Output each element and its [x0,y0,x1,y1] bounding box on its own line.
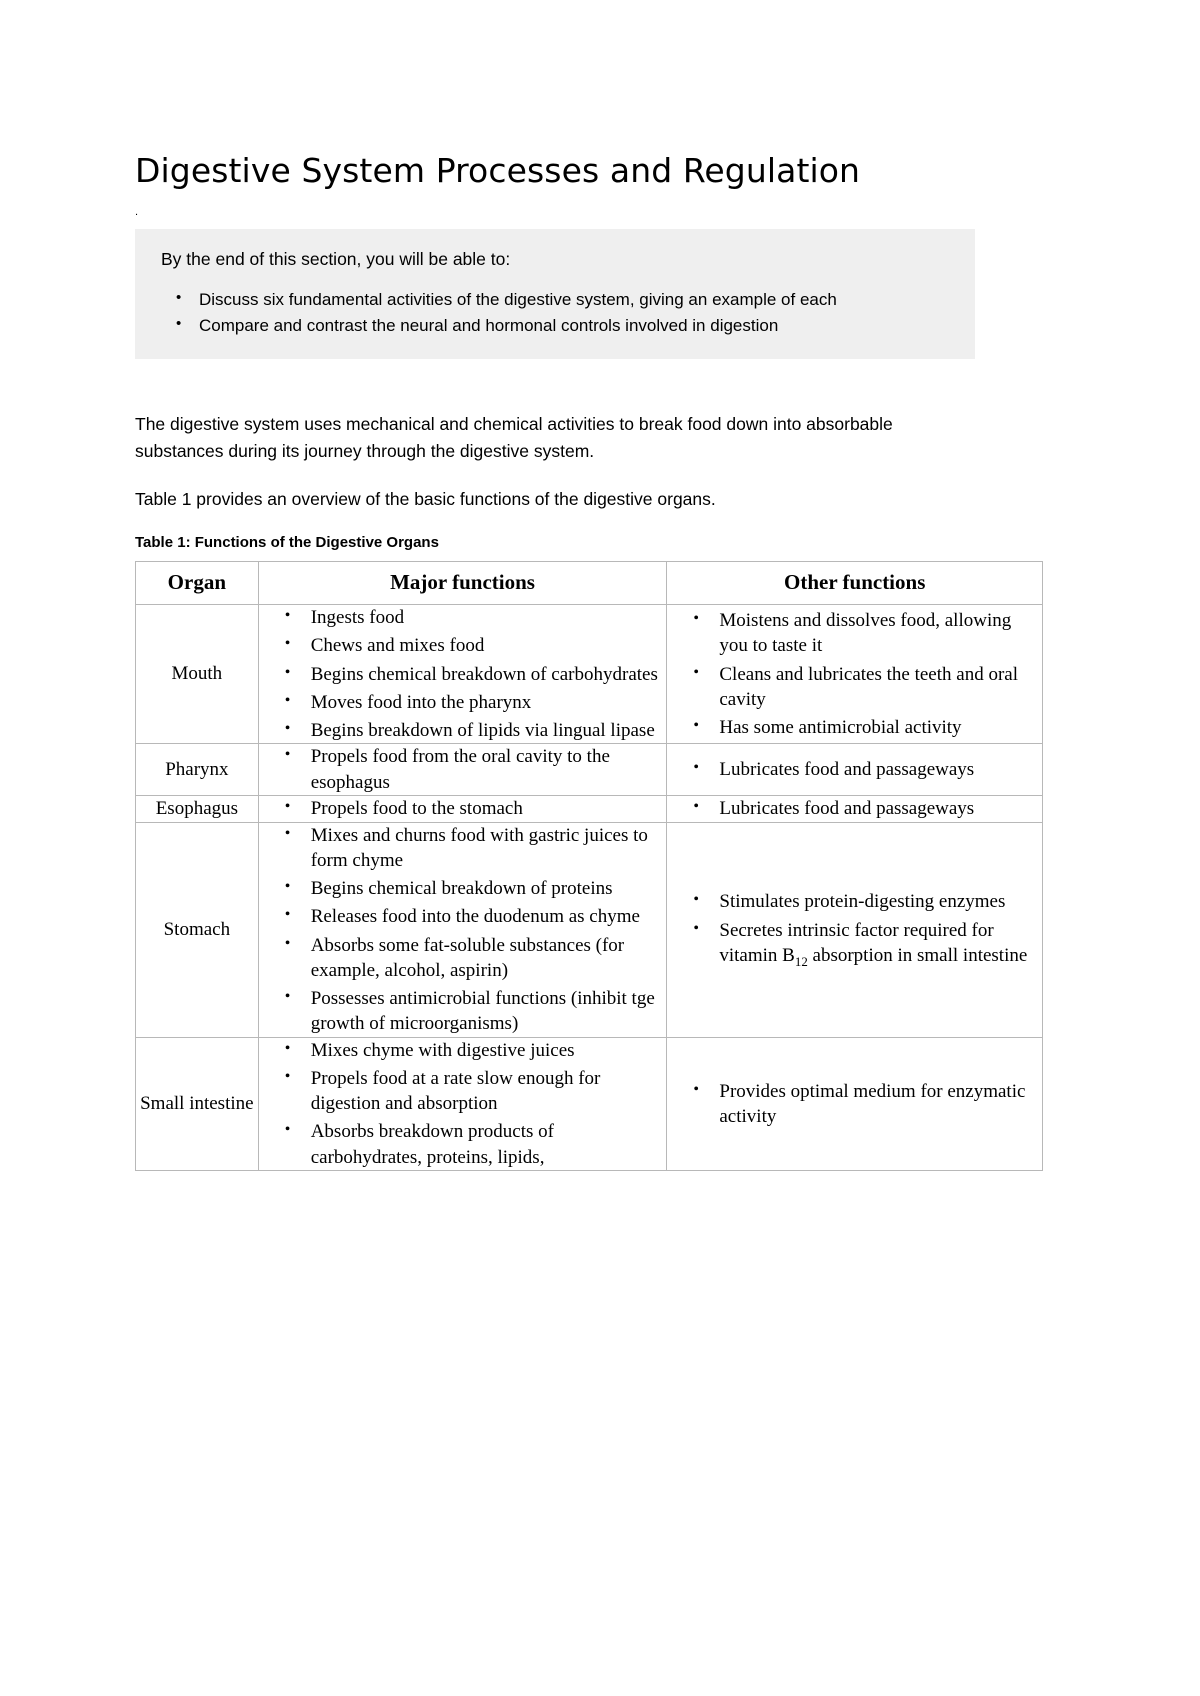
organ-name: Mouth [136,605,259,744]
other-functions-cell [667,822,1043,1037]
list-item: • Releases food into the duodenum as chyme [311,904,667,929]
major-functions-cell [258,795,667,822]
digestive-organs-table [135,561,1043,1171]
column-header-organ: Organ [136,562,259,605]
body-paragraph-1: The digestive system uses mechanical and chemical activities to break food down into absorbable substances during its journey through the digestive system. [135,414,893,461]
list-item: • Discuss six fundamental activities of the digestive system, giving an example of each [199,287,949,313]
cell-list [259,605,667,743]
table-row [136,1037,1043,1170]
cell-list [259,823,667,1037]
list-item: • Absorbs some fat-soluble substances (for example, alcohol, aspirin) [311,933,667,984]
list-item: • Begins chemical breakdown of proteins [311,876,667,901]
cell-list [667,1079,1042,1130]
major-functions-cell [258,605,667,744]
list-item: • Absorbs breakdown products of carbohydrates, proteins, lipids, [311,1119,667,1170]
cell-list [667,608,1042,740]
list-item: • Has some antimicrobial activity [719,715,1042,740]
list-item: • Ingests food [311,605,667,630]
table-header-row [136,562,1043,605]
column-header-major-functions: Major functions [258,562,667,605]
page-title: Digestive System Processes and Regulation [135,151,861,190]
list-item: • Moistens and dissolves food, allowing you to taste it [719,608,1042,659]
list-item: • Begins chemical breakdown of carbohydrates [311,662,667,687]
list-item: • Secretes intrinsic factor required for vitamin $B_{12}$ absorption in small intestine [719,918,1042,970]
other-functions-cell [667,1037,1043,1170]
list-item: • Lubricates food and passageways [719,796,1042,821]
major-functions-cell [258,822,667,1037]
list-item: • Possesses antimicrobial functions (inhibit tge growth of microorganisms) [311,986,667,1037]
list-item: • Stimulates protein-digesting enzymes [719,889,1042,914]
table-row [136,605,1043,744]
cell-list [667,889,1042,970]
list-item: • Chews and mixes food [311,633,667,658]
list-item: • Mixes and churns food with gastric juices to form chyme [311,823,667,874]
list-item: • Propels food at a rate slow enough for digestion and absorption [311,1066,667,1117]
other-functions-cell [667,744,1043,796]
organ-name: Stomach [136,822,259,1037]
objectives-intro: By the end of this section, you will be able to: [161,249,511,270]
list-item: • Moves food into the pharynx [311,690,667,715]
learning-objectives-box [135,229,975,359]
list-item: • Lubricates food and passageways [719,757,1042,782]
cell-list [667,796,1042,821]
objectives-list [161,287,949,340]
list-item: • Propels food to the stomach [311,796,667,821]
organ-name: Esophagus [136,795,259,822]
other-functions-cell [667,795,1043,822]
cell-list [259,1038,667,1170]
cell-list [667,757,1042,782]
body-paragraph-2: Table 1 provides an overview of the basic functions of the digestive organs. [135,488,716,509]
stray-mark: . [135,206,139,219]
table-caption: Table 1: Functions of the Digestive Organs [135,534,439,552]
list-item: • Compare and contrast the neural and hormonal controls involved in digestion [199,313,949,339]
list-item: • Mixes chyme with digestive juices [311,1038,667,1063]
table-row [136,744,1043,796]
organ-name: Small intestine [136,1037,259,1170]
column-header-other-functions: Other functions [667,562,1043,605]
other-functions-cell [667,605,1043,744]
major-functions-cell [258,744,667,796]
list-item: • Propels food from the oral cavity to the esophagus [311,744,667,795]
list-item: • Provides optimal medium for enzymatic activity [719,1079,1042,1130]
table-row [136,822,1043,1037]
list-item: • Begins breakdown of lipids via lingual lipase [311,718,667,743]
major-functions-cell [258,1037,667,1170]
cell-list [259,796,667,821]
cell-list [259,744,667,795]
organ-name: Pharynx [136,744,259,796]
list-item: • Cleans and lubricates the teeth and oral cavity [719,662,1042,713]
table-row [136,795,1043,822]
